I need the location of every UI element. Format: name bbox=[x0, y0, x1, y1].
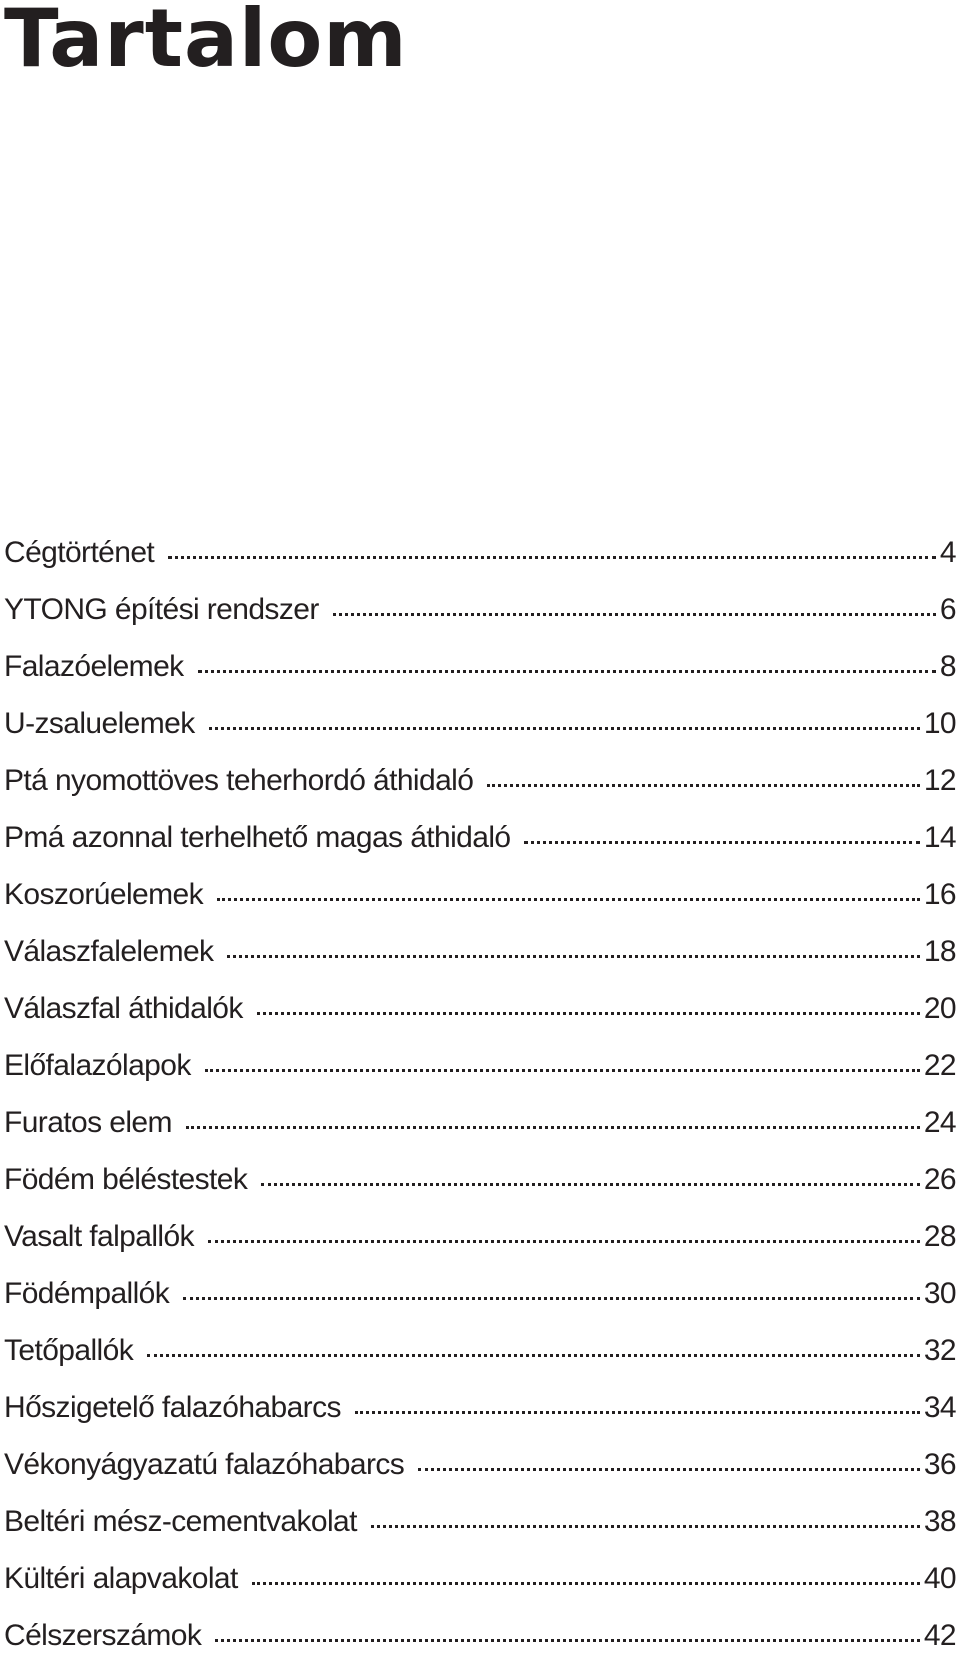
toc-entry bbox=[4, 650, 956, 707]
toc-entry-label: Cégtörténet bbox=[4, 536, 155, 569]
toc-entry-page: 10 bbox=[923, 707, 956, 740]
toc-entry bbox=[4, 992, 956, 1049]
toc-entry bbox=[4, 536, 956, 593]
toc-entry-label: Födémpallók bbox=[4, 1277, 170, 1310]
toc-entry-page: 8 bbox=[939, 650, 956, 683]
toc-entry-page: 24 bbox=[923, 1106, 956, 1139]
toc-entry-page: 38 bbox=[923, 1505, 956, 1538]
dot-leader bbox=[186, 1126, 920, 1129]
dot-leader bbox=[183, 1297, 920, 1300]
toc-entry bbox=[4, 1619, 956, 1676]
dot-leader bbox=[257, 1012, 920, 1015]
toc-entry-label: U-zsaluelemek bbox=[4, 707, 195, 740]
toc-entry-page: 28 bbox=[923, 1220, 956, 1253]
toc-entry bbox=[4, 1334, 956, 1391]
toc-entry-label: Pmá azonnal terhelhető magas áthidaló bbox=[4, 821, 511, 854]
toc-entry-page: 22 bbox=[923, 1049, 956, 1082]
dot-leader bbox=[487, 784, 920, 787]
dot-leader bbox=[252, 1582, 920, 1585]
dot-leader bbox=[227, 955, 919, 958]
toc-entry-page: 42 bbox=[923, 1619, 956, 1652]
toc-entry-page: 12 bbox=[923, 764, 956, 797]
toc-entry bbox=[4, 1163, 956, 1220]
dot-leader bbox=[215, 1639, 920, 1642]
toc-entry bbox=[4, 935, 956, 992]
dot-leader bbox=[217, 898, 920, 901]
toc-entry bbox=[4, 878, 956, 935]
toc-entry bbox=[4, 1562, 956, 1619]
toc-entry-label: Vékonyágyazatú falazóhabarcs bbox=[4, 1448, 405, 1481]
toc-entry-label: Vasalt falpallók bbox=[4, 1220, 194, 1253]
toc-entry-label: Hőszigetelő falazóhabarcs bbox=[4, 1391, 341, 1424]
dot-leader bbox=[208, 1240, 920, 1243]
toc-entry bbox=[4, 593, 956, 650]
toc-entry-page: 32 bbox=[923, 1334, 956, 1367]
toc-entry-page: 40 bbox=[923, 1562, 956, 1595]
toc-entry bbox=[4, 707, 956, 764]
toc-entry-label: Furatos elem bbox=[4, 1106, 172, 1139]
toc-entry-label: Válaszfal áthidalók bbox=[4, 992, 243, 1025]
dot-leader bbox=[333, 613, 936, 616]
toc-entry-page: 6 bbox=[939, 593, 956, 626]
toc-entry-page: 14 bbox=[923, 821, 956, 854]
dot-leader bbox=[198, 670, 936, 673]
toc-entry-label: Előfalazólapok bbox=[4, 1049, 191, 1082]
toc-entry bbox=[4, 821, 956, 878]
toc-entry-page: 4 bbox=[939, 536, 956, 569]
toc-entry bbox=[4, 1505, 956, 1562]
table-of-contents bbox=[4, 536, 956, 1676]
toc-entry-page: 26 bbox=[923, 1163, 956, 1196]
dot-leader bbox=[355, 1411, 920, 1414]
dot-leader bbox=[418, 1468, 920, 1471]
toc-entry-label: Falazóelemek bbox=[4, 650, 184, 683]
toc-entry-page: 16 bbox=[923, 878, 956, 911]
toc-entry-label: Célszerszámok bbox=[4, 1619, 202, 1652]
toc-entry-label: Kültéri alapvakolat bbox=[4, 1562, 238, 1595]
toc-entry bbox=[4, 1391, 956, 1448]
toc-entry-label: Válaszfalelemek bbox=[4, 935, 214, 968]
toc-entry bbox=[4, 1106, 956, 1163]
dot-leader bbox=[205, 1069, 920, 1072]
toc-entry-label: Ptá nyomottöves teherhordó áthidaló bbox=[4, 764, 474, 797]
dot-leader bbox=[147, 1354, 920, 1357]
dot-leader bbox=[261, 1183, 920, 1186]
toc-entry-page: 18 bbox=[923, 935, 956, 968]
toc-entry bbox=[4, 1277, 956, 1334]
toc-entry-page: 36 bbox=[923, 1448, 956, 1481]
toc-entry-page: 34 bbox=[923, 1391, 956, 1424]
dot-leader bbox=[209, 727, 920, 730]
toc-entry-label: Koszorúelemek bbox=[4, 878, 203, 911]
toc-entry-page: 30 bbox=[923, 1277, 956, 1310]
toc-entry bbox=[4, 1448, 956, 1505]
toc-entry-label: Tetőpallók bbox=[4, 1334, 134, 1367]
dot-leader bbox=[524, 841, 919, 844]
dot-leader bbox=[168, 556, 936, 559]
toc-entry-page: 20 bbox=[923, 992, 956, 1025]
toc-entry-label: Födém béléstestek bbox=[4, 1163, 248, 1196]
toc-entry bbox=[4, 1049, 956, 1106]
toc-entry-label: Beltéri mész-cementvakolat bbox=[4, 1505, 357, 1538]
toc-entry bbox=[4, 1220, 956, 1277]
toc-entry-label: YTONG építési rendszer bbox=[4, 593, 319, 626]
page-title: Tartalom bbox=[4, 0, 408, 85]
toc-entry bbox=[4, 764, 956, 821]
dot-leader bbox=[371, 1525, 920, 1528]
